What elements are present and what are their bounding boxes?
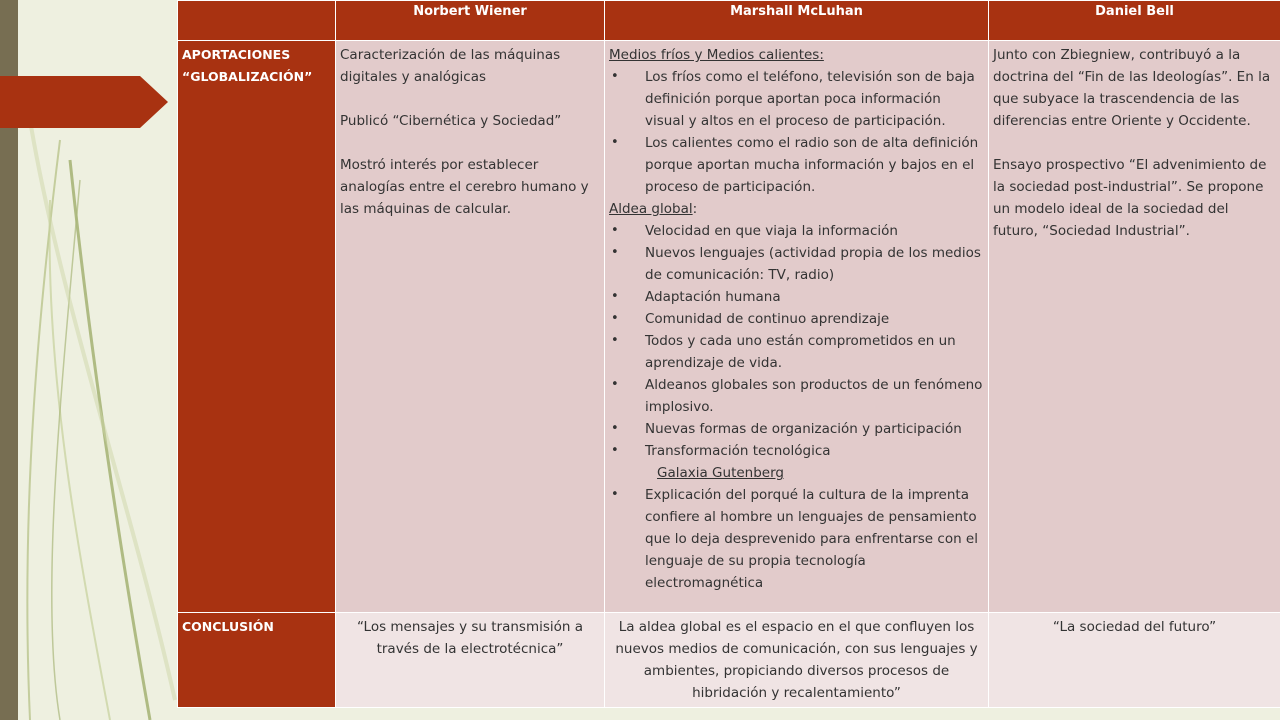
aldea-global-title: Aldea global: <box>609 201 698 217</box>
list-item: • Nuevas formas de organización y participación <box>609 418 984 440</box>
list-item: • Explicación del porqué la cultura de la imprenta confiere al hombre un lenguajes de pensamiento que lo deja desprevenido para enfrentarse con el lenguaje de su propia tecnología electromagnética <box>609 484 984 594</box>
bullet-icon: • <box>611 69 619 84</box>
bell-paragraph-1: Junto con Zbiegniew, contribuyó a la doctrina del “Fin de las Ideologías”. En la que subyace la trascendencia de las diferencias entre Oriente y Occidente. <box>993 47 1271 129</box>
header-marshall-mcluhan: Marshall McLuhan <box>605 1 989 41</box>
bullet-icon: • <box>611 223 619 238</box>
list-item: • Los fríos como el teléfono, televisión son de baja definición porque aportan poca información visual y altos en el proceso de participación. <box>609 66 984 132</box>
bell-conclusion-cell: “La sociedad del futuro” <box>989 613 1280 708</box>
mcluhan-aportaciones-cell <box>605 41 989 613</box>
mcluhan-conclusion-cell: La aldea global es el espacio en el que confluyen los nuevos medios de comunicación, con sus lenguajes y ambientes, propiciando diversos procesos de hibridación y recalentamiento” <box>605 613 989 708</box>
bell-aportaciones-cell <box>989 41 1280 613</box>
wiener-aportaciones-cell <box>336 41 605 613</box>
list-item: • Transformación tecnológica <box>609 440 984 462</box>
decorative-arrow-shape <box>0 76 168 128</box>
bullet-icon: • <box>611 443 619 458</box>
conclusion-row <box>178 613 1280 708</box>
list-item: • Velocidad en que viaja la información <box>609 220 984 242</box>
bullet-icon: • <box>611 421 619 436</box>
bullet-icon: • <box>611 487 619 502</box>
gutenberg-list <box>609 484 984 594</box>
header-norbert-wiener: Norbert Wiener <box>336 1 605 41</box>
list-item: • Los calientes como el radio son de alta definición porque aportan mucha información y bajos en el proceso de participación. <box>609 132 984 198</box>
list-item: • Aldeanos globales son productos de un fenómeno implosivo. <box>609 374 984 418</box>
header-empty-cell <box>178 1 336 41</box>
list-item: • Nuevos lenguajes (actividad propia de los medios de comunicación: TV, radio) <box>609 242 984 286</box>
comparison-table <box>177 0 1280 708</box>
header-row <box>178 1 1280 41</box>
bullet-icon: • <box>611 135 619 150</box>
list-item: • Comunidad de continuo aprendizaje <box>609 308 984 330</box>
list-item: • Todos y cada uno están comprometidos en un aprendizaje de vida. <box>609 330 984 374</box>
bullet-icon: • <box>611 311 619 326</box>
row-label-aportaciones: APORTACIONES “GLOBALIZACIÓN” <box>178 41 336 613</box>
medios-frios-calientes-title: Medios fríos y Medios calientes: <box>609 47 824 63</box>
galaxia-gutenberg-subline: Galaxia Gutenberg <box>657 465 784 481</box>
bullet-icon: • <box>611 245 619 260</box>
medios-list <box>609 66 984 198</box>
wiener-paragraph-1: Caracterización de las máquinas digitales y analógicas <box>340 47 561 85</box>
aportaciones-row <box>178 41 1280 613</box>
wiener-conclusion-cell: “Los mensajes y su transmisión a través de la electrotécnica” <box>336 613 605 708</box>
bullet-icon: • <box>611 377 619 392</box>
bullet-icon: • <box>611 333 619 348</box>
header-daniel-bell: Daniel Bell <box>989 1 1280 41</box>
bullet-icon: • <box>611 289 619 304</box>
bell-paragraph-2: Ensayo prospectivo “El advenimiento de la sociedad post-industrial”. Se propone un modelo ideal de la sociedad del futuro, “Sociedad Industrial”. <box>993 157 1267 239</box>
aldea-global-list <box>609 220 984 462</box>
list-item: • Adaptación humana <box>609 286 984 308</box>
wiener-paragraph-2: Publicó “Cibernética y Sociedad” <box>340 113 562 129</box>
row-label-conclusion: CONCLUSIÓN <box>178 613 336 708</box>
wiener-paragraph-3: Mostró interés por establecer analogías entre el cerebro humano y las máquinas de calcular. <box>340 157 589 217</box>
